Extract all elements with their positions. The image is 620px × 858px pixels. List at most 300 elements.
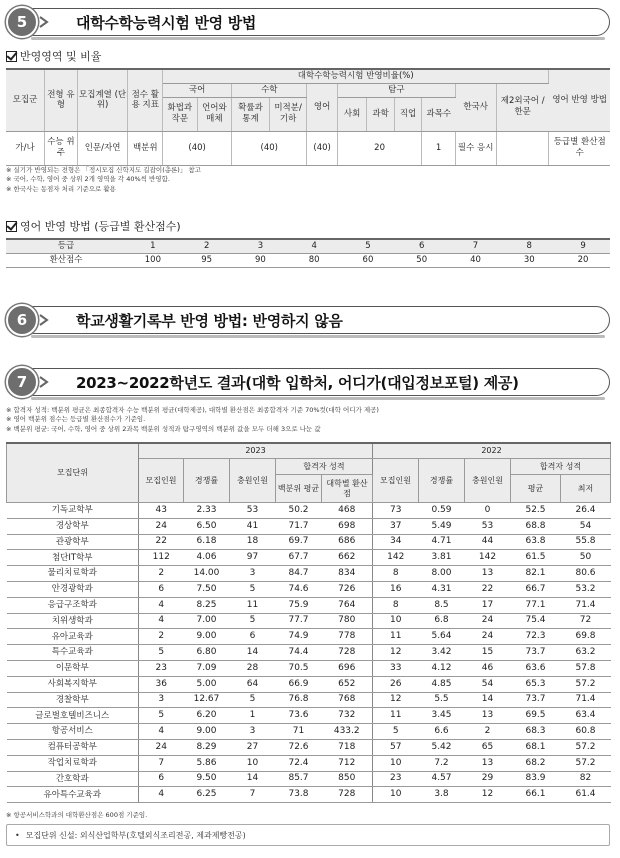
th-hist: 한국사 xyxy=(455,83,496,131)
unit-name-cell: 글로벌호텔비즈니스 xyxy=(7,708,139,724)
result-cell: 57.8 xyxy=(561,661,611,677)
unit-name-cell: 컴퓨터공학부 xyxy=(7,740,139,756)
result-cell: 50 xyxy=(561,550,611,566)
grade-cell: 2 xyxy=(180,239,234,253)
grade-cell: 5 xyxy=(341,239,395,253)
th-inq2: 과학 xyxy=(367,97,394,131)
result-cell: 57.2 xyxy=(561,755,611,771)
result-cell: 5.5 xyxy=(419,692,465,708)
result-cell: 7 xyxy=(139,755,184,771)
result-cell: 3.81 xyxy=(419,550,465,566)
th-conv-2023: 대학별 환산점 xyxy=(322,475,373,503)
result-cell: 14 xyxy=(465,692,511,708)
result-cell: 60.8 xyxy=(561,724,611,740)
unit-name-cell: 치위생학과 xyxy=(7,613,139,629)
section-7-header xyxy=(6,364,610,400)
result-cell: 54 xyxy=(561,518,611,534)
section-5-notes xyxy=(6,166,201,194)
unit-name-cell: 경상학부 xyxy=(7,518,139,534)
result-cell: 6.25 xyxy=(184,787,230,803)
result-cell: 728 xyxy=(322,645,373,661)
result-cell: 70.5 xyxy=(276,661,322,677)
result-cell: 5 xyxy=(230,692,276,708)
th-engmethod: 영어 반영 방법 xyxy=(549,69,610,131)
cell-engmethod: 등급별 환산점수 xyxy=(549,131,610,165)
score-cell: 50 xyxy=(395,253,449,267)
result-cell: 37 xyxy=(373,518,419,534)
new-unit-box xyxy=(6,824,610,846)
table-row xyxy=(7,771,611,787)
result-cell: 63.6 xyxy=(511,661,561,677)
result-cell: 97 xyxy=(230,550,276,566)
result-cell: 65 xyxy=(465,740,511,756)
th-group: 모집군 xyxy=(6,69,45,131)
cell-group: 가/나 xyxy=(6,131,45,165)
result-cell: 5 xyxy=(373,724,419,740)
result-cell: 5.42 xyxy=(419,740,465,756)
result-cell: 9.00 xyxy=(184,629,230,645)
result-cell: 75.9 xyxy=(276,597,322,613)
grade-cell: 8 xyxy=(502,239,556,253)
result-cell: 13 xyxy=(465,708,511,724)
result-cell: 10 xyxy=(230,755,276,771)
result-cell: 142 xyxy=(465,550,511,566)
result-cell: 732 xyxy=(322,708,373,724)
grade-cell: 7 xyxy=(449,239,503,253)
th-pct-2023: 백분위 평균 xyxy=(276,475,322,503)
th-math1: 확률과 통계 xyxy=(232,97,270,131)
unit-name-cell: 유아특수교육과 xyxy=(7,787,139,803)
grade-cell: 6 xyxy=(395,239,449,253)
note-line: ※ 합격자 성적: 백분위 평균은 최종합격자 수능 백분위 평균(대학제공), 대학별 환산점은 최종합격자 기준 70%컷(대학 어디가 제공) xyxy=(6,406,379,414)
cell-eng: (40) xyxy=(307,131,338,165)
cell-math: (40) xyxy=(232,131,307,165)
table-row xyxy=(7,518,611,534)
result-cell: 64 xyxy=(230,676,276,692)
result-cell: 17 xyxy=(465,597,511,613)
result-cell: 3 xyxy=(139,692,184,708)
result-cell: 33 xyxy=(373,661,419,677)
result-cell: 57.2 xyxy=(561,740,611,756)
cell-unit: 인문/자연 xyxy=(77,131,128,165)
table-row xyxy=(7,503,611,519)
result-cell: 54 xyxy=(465,676,511,692)
result-cell: 24 xyxy=(465,629,511,645)
result-cell: 2.33 xyxy=(184,503,230,519)
result-cell: 26 xyxy=(373,676,419,692)
table-row xyxy=(7,724,611,740)
result-cell: 18 xyxy=(230,534,276,550)
result-cell: 74.4 xyxy=(276,645,322,661)
section-6-title: 학교생활기록부 반영 방법: 반영하지 않음 xyxy=(76,312,343,330)
result-cell: 698 xyxy=(322,518,373,534)
table-row xyxy=(7,692,611,708)
result-cell: 50.2 xyxy=(276,503,322,519)
result-cell: 14 xyxy=(230,771,276,787)
unit-name-cell: 유아교육과 xyxy=(7,629,139,645)
result-cell: 15 xyxy=(465,645,511,661)
score-cell: 90 xyxy=(234,253,288,267)
ratio-table xyxy=(6,68,610,166)
result-cell: 22 xyxy=(465,582,511,598)
result-cell: 83.9 xyxy=(511,771,561,787)
result-cell: 24 xyxy=(465,613,511,629)
result-cell: 73.8 xyxy=(276,787,322,803)
result-cell: 63.4 xyxy=(561,708,611,724)
result-cell: 2 xyxy=(139,566,184,582)
th-kor: 국어 xyxy=(163,83,232,97)
result-cell: 73.7 xyxy=(511,645,561,661)
result-cell: 29 xyxy=(465,771,511,787)
result-cell: 69.7 xyxy=(276,534,322,550)
result-cell: 1 xyxy=(230,708,276,724)
result-cell: 68.2 xyxy=(511,755,561,771)
score-cell: 60 xyxy=(341,253,395,267)
unit-name-cell: 안경광학과 xyxy=(7,582,139,598)
result-cell: 5 xyxy=(230,582,276,598)
result-cell: 73.7 xyxy=(511,692,561,708)
result-cell: 7.09 xyxy=(184,661,230,677)
result-cell: 0 xyxy=(465,503,511,519)
result-cell: 80.6 xyxy=(561,566,611,582)
result-cell: 4 xyxy=(139,613,184,629)
section-6-header xyxy=(6,302,610,338)
section-5-number: 5 xyxy=(6,6,38,38)
th-2023: 2023 xyxy=(139,443,373,459)
result-cell: 728 xyxy=(322,787,373,803)
section-5-header xyxy=(6,4,610,40)
unit-name-cell: 이문학부 xyxy=(7,661,139,677)
result-cell: 57 xyxy=(373,740,419,756)
score-cell: 30 xyxy=(502,253,556,267)
result-cell: 3.45 xyxy=(419,708,465,724)
score-cell: 80 xyxy=(287,253,341,267)
result-cell: 61.4 xyxy=(561,787,611,803)
result-cell: 10 xyxy=(373,755,419,771)
english-grade-table xyxy=(6,238,610,268)
note-line: ※ 한국사는 동점자 처리 기준으로 활용 xyxy=(6,184,116,193)
section-7-title: 2023~2022학년도 결과(대학 입학처, 어디가(대입정보포털) 제공) xyxy=(76,374,519,392)
unit-name-cell: 기독교학부 xyxy=(7,503,139,519)
result-cell: 3 xyxy=(230,724,276,740)
result-cell: 66.9 xyxy=(276,676,322,692)
result-cell: 13 xyxy=(465,566,511,582)
th-avg-2022: 평균 xyxy=(511,475,561,503)
result-cell: 6.18 xyxy=(184,534,230,550)
result-cell: 5.64 xyxy=(419,629,465,645)
th-inq3: 직업 xyxy=(394,97,421,131)
cell-inq: 20 xyxy=(337,131,421,165)
th-math2: 미적분/ 기하 xyxy=(269,97,307,131)
result-cell: 43 xyxy=(139,503,184,519)
grade-cell: 9 xyxy=(556,239,610,253)
result-cell: 433.2 xyxy=(322,724,373,740)
th-kor1: 화법과 작문 xyxy=(163,97,198,131)
table-row xyxy=(7,582,611,598)
result-cell: 23 xyxy=(373,771,419,787)
result-cell: 53 xyxy=(465,518,511,534)
score-cell: 20 xyxy=(556,253,610,267)
result-cell: 71 xyxy=(276,724,322,740)
result-cell: 12 xyxy=(373,692,419,708)
cell-hist: 필수 응시 xyxy=(455,131,496,165)
th-result-2023: 합격자 성적 xyxy=(276,459,373,475)
unit-name-cell: 경찰학부 xyxy=(7,692,139,708)
section-6-number: 6 xyxy=(6,304,38,336)
result-cell: 11 xyxy=(230,597,276,613)
result-cell: 71.4 xyxy=(561,597,611,613)
result-cell: 3.42 xyxy=(419,645,465,661)
note-line: ※ 영어 백분위 점수는 등급별 환산점수가 기준임. xyxy=(6,415,146,424)
table-row xyxy=(7,613,611,629)
result-cell: 8.25 xyxy=(184,597,230,613)
th-result-2022: 합격자 성적 xyxy=(511,459,611,475)
result-cell: 57.2 xyxy=(561,676,611,692)
new-unit-text: 모집단위 신설: 외식산업학부(호텔외식조리전공, 제과제빵전공) xyxy=(25,830,246,840)
result-cell: 41 xyxy=(230,518,276,534)
result-cell: 68.3 xyxy=(511,724,561,740)
result-cell: 14 xyxy=(230,645,276,661)
result-cell: 66.1 xyxy=(511,787,561,803)
result-cell: 6.8 xyxy=(419,613,465,629)
section-7-notes xyxy=(6,406,379,434)
result-cell: 778 xyxy=(322,629,373,645)
result-cell: 6.80 xyxy=(184,645,230,661)
score-cell: 100 xyxy=(126,253,180,267)
grade-cell: 4 xyxy=(287,239,341,253)
result-cell: 4 xyxy=(139,787,184,803)
th-score: 점수 활용 지표 xyxy=(128,69,163,131)
th-unit: 모집단위 xyxy=(7,443,139,503)
result-cell: 468 xyxy=(322,503,373,519)
result-cell: 7.50 xyxy=(184,582,230,598)
table-row xyxy=(7,787,611,803)
result-cell: 72 xyxy=(561,613,611,629)
cell-type: 수능 위주 xyxy=(45,131,78,165)
result-cell: 68.8 xyxy=(511,518,561,534)
result-cell: 85.7 xyxy=(276,771,322,787)
result-cell: 84.7 xyxy=(276,566,322,582)
result-cell: 10 xyxy=(373,787,419,803)
result-cell: 8 xyxy=(373,597,419,613)
th-2022: 2022 xyxy=(373,443,611,459)
th-inq: 탐구 xyxy=(337,83,455,97)
table-row xyxy=(7,740,611,756)
th-unit: 모집계열 (단위) xyxy=(77,69,128,131)
result-cell: 2 xyxy=(465,724,511,740)
result-cell: 7.2 xyxy=(419,755,465,771)
result-cell: 71.7 xyxy=(276,518,322,534)
result-cell: 23 xyxy=(139,661,184,677)
grade-cell: 1 xyxy=(126,239,180,253)
result-cell: 8.00 xyxy=(419,566,465,582)
result-cell: 8.29 xyxy=(184,740,230,756)
result-cell: 696 xyxy=(322,661,373,677)
unit-name-cell: 물리치료학과 xyxy=(7,566,139,582)
th-low-2022: 최저 xyxy=(561,475,611,503)
result-cell: 67.7 xyxy=(276,550,322,566)
result-cell: 112 xyxy=(139,550,184,566)
th-inq1: 사회 xyxy=(337,97,366,131)
table-row xyxy=(7,629,611,645)
result-cell: 11 xyxy=(373,629,419,645)
result-cell: 22 xyxy=(139,534,184,550)
result-cell: 13 xyxy=(465,755,511,771)
result-cell: 74.9 xyxy=(276,629,322,645)
result-cell: 3 xyxy=(230,566,276,582)
result-cell: 69.5 xyxy=(511,708,561,724)
result-cell: 6 xyxy=(230,629,276,645)
result-cell: 12 xyxy=(373,645,419,661)
th-comp-2022: 경쟁률 xyxy=(419,459,465,503)
result-cell: 726 xyxy=(322,582,373,598)
table-row xyxy=(7,755,611,771)
result-cell: 6 xyxy=(139,582,184,598)
result-cell: 662 xyxy=(322,550,373,566)
result-cell: 5.00 xyxy=(184,676,230,692)
result-cell: 66.7 xyxy=(511,582,561,598)
result-cell: 4.85 xyxy=(419,676,465,692)
result-cell: 686 xyxy=(322,534,373,550)
result-cell: 34 xyxy=(373,534,419,550)
result-cell: 74.6 xyxy=(276,582,322,598)
result-cell: 7 xyxy=(230,787,276,803)
unit-name-cell: 항공서비스 xyxy=(7,724,139,740)
result-cell: 77.7 xyxy=(276,613,322,629)
result-cell: 5.86 xyxy=(184,755,230,771)
checkbox-icon xyxy=(6,221,17,232)
result-cell: 11 xyxy=(373,708,419,724)
table-row xyxy=(7,661,611,677)
table-row xyxy=(7,597,611,613)
result-cell: 6.20 xyxy=(184,708,230,724)
result-cell: 3.8 xyxy=(419,787,465,803)
result-cell: 77.1 xyxy=(511,597,561,613)
th-quota-2022: 모집인원 xyxy=(373,459,419,503)
result-cell: 68.1 xyxy=(511,740,561,756)
result-cell: 5 xyxy=(139,645,184,661)
result-cell: 55.8 xyxy=(561,534,611,550)
section-7-number: 7 xyxy=(6,366,38,398)
result-cell: 63.8 xyxy=(511,534,561,550)
result-cell: 72.4 xyxy=(276,755,322,771)
result-cell: 4 xyxy=(139,597,184,613)
grade-label: 등급 xyxy=(6,239,126,253)
th-ratio: 대학수학능력시험 반영비율(%) xyxy=(163,69,549,83)
result-cell: 5 xyxy=(139,708,184,724)
result-cell: 63.2 xyxy=(561,645,611,661)
result-cell: 5.49 xyxy=(419,518,465,534)
result-cell: 10 xyxy=(373,613,419,629)
result-cell: 712 xyxy=(322,755,373,771)
note-line: ※ 국어, 수학, 영어 중 상위 2개 영역을 각 40%씩 반영함. xyxy=(6,175,170,184)
result-cell: 5 xyxy=(230,613,276,629)
result-cell: 4 xyxy=(139,724,184,740)
results-table xyxy=(6,442,611,803)
cell-kor: (40) xyxy=(163,131,232,165)
result-cell: 36 xyxy=(139,676,184,692)
bullet-icon: • xyxy=(15,830,20,840)
sub-heading-ratio-text: 반영영역 및 비율 xyxy=(20,50,102,63)
result-cell: 8 xyxy=(373,566,419,582)
result-cell: 28 xyxy=(230,661,276,677)
table-row xyxy=(7,566,611,582)
score-cell: 40 xyxy=(449,253,503,267)
cell-inq-count: 1 xyxy=(422,131,456,165)
chevron-right-icon xyxy=(39,16,49,28)
result-cell: 73.6 xyxy=(276,708,322,724)
section-5-title: 대학수학능력시험 반영 방법 xyxy=(76,14,257,32)
results-footnote: ※ 항공서비스학과의 대학환산점은 600점 기준임. xyxy=(6,811,148,819)
result-cell: 4.31 xyxy=(419,582,465,598)
result-cell: 8.5 xyxy=(419,597,465,613)
chevron-right-icon xyxy=(39,314,49,326)
result-cell: 9.00 xyxy=(184,724,230,740)
result-cell: 24 xyxy=(139,518,184,534)
unit-name-cell: 사회복지학부 xyxy=(7,676,139,692)
unit-name-cell: 간호학과 xyxy=(7,771,139,787)
unit-name-cell: 관광학부 xyxy=(7,534,139,550)
checkbox-icon xyxy=(6,51,17,62)
result-cell: 73 xyxy=(373,503,419,519)
result-cell: 82.1 xyxy=(511,566,561,582)
result-cell: 52.5 xyxy=(511,503,561,519)
result-cell: 27 xyxy=(230,740,276,756)
result-cell: 72.6 xyxy=(276,740,322,756)
result-cell: 53 xyxy=(230,503,276,519)
table-row xyxy=(7,676,611,692)
result-cell: 652 xyxy=(322,676,373,692)
sub-heading-ratio xyxy=(6,48,101,64)
result-cell: 4.06 xyxy=(184,550,230,566)
result-cell: 61.5 xyxy=(511,550,561,566)
result-cell: 24 xyxy=(139,740,184,756)
result-cell: 6.6 xyxy=(419,724,465,740)
result-cell: 718 xyxy=(322,740,373,756)
result-cell: 14.00 xyxy=(184,566,230,582)
result-cell: 4.12 xyxy=(419,661,465,677)
result-cell: 69.8 xyxy=(561,629,611,645)
cell-score: 백분위 xyxy=(128,131,163,165)
th-eng: 영어 xyxy=(307,83,338,131)
result-cell: 72.3 xyxy=(511,629,561,645)
result-cell: 6 xyxy=(139,771,184,787)
th-extra-2022: 충원인원 xyxy=(465,459,511,503)
th-math: 수학 xyxy=(232,83,307,97)
cell-lang2 xyxy=(496,131,549,165)
grade-cell: 3 xyxy=(234,239,288,253)
result-cell: 780 xyxy=(322,613,373,629)
th-kor2: 언어와 매체 xyxy=(197,97,232,131)
th-extra-2023: 충원인원 xyxy=(230,459,276,503)
result-cell: 12.67 xyxy=(184,692,230,708)
result-cell: 71.4 xyxy=(561,692,611,708)
result-cell: 4.71 xyxy=(419,534,465,550)
result-cell: 6.50 xyxy=(184,518,230,534)
unit-name-cell: 응급구조학과 xyxy=(7,597,139,613)
result-cell: 76.8 xyxy=(276,692,322,708)
unit-name-cell: 첨단IT학부 xyxy=(7,550,139,566)
th-quota-2023: 모집인원 xyxy=(139,459,184,503)
sub-heading-english-text: 영어 반영 방법 (등급별 환산점수) xyxy=(20,220,181,233)
result-cell: 768 xyxy=(322,692,373,708)
result-cell: 142 xyxy=(373,550,419,566)
result-cell: 4.57 xyxy=(419,771,465,787)
result-cell: 16 xyxy=(373,582,419,598)
note-line: ※ 백분위 평균: 국어, 수학, 영어 중 상위 2과목 백분위 성적과 탐구영역의 백분위 값을 모두 더해 3으로 나눈 값 xyxy=(6,424,321,433)
result-cell: 65.3 xyxy=(511,676,561,692)
result-cell: 26.4 xyxy=(561,503,611,519)
